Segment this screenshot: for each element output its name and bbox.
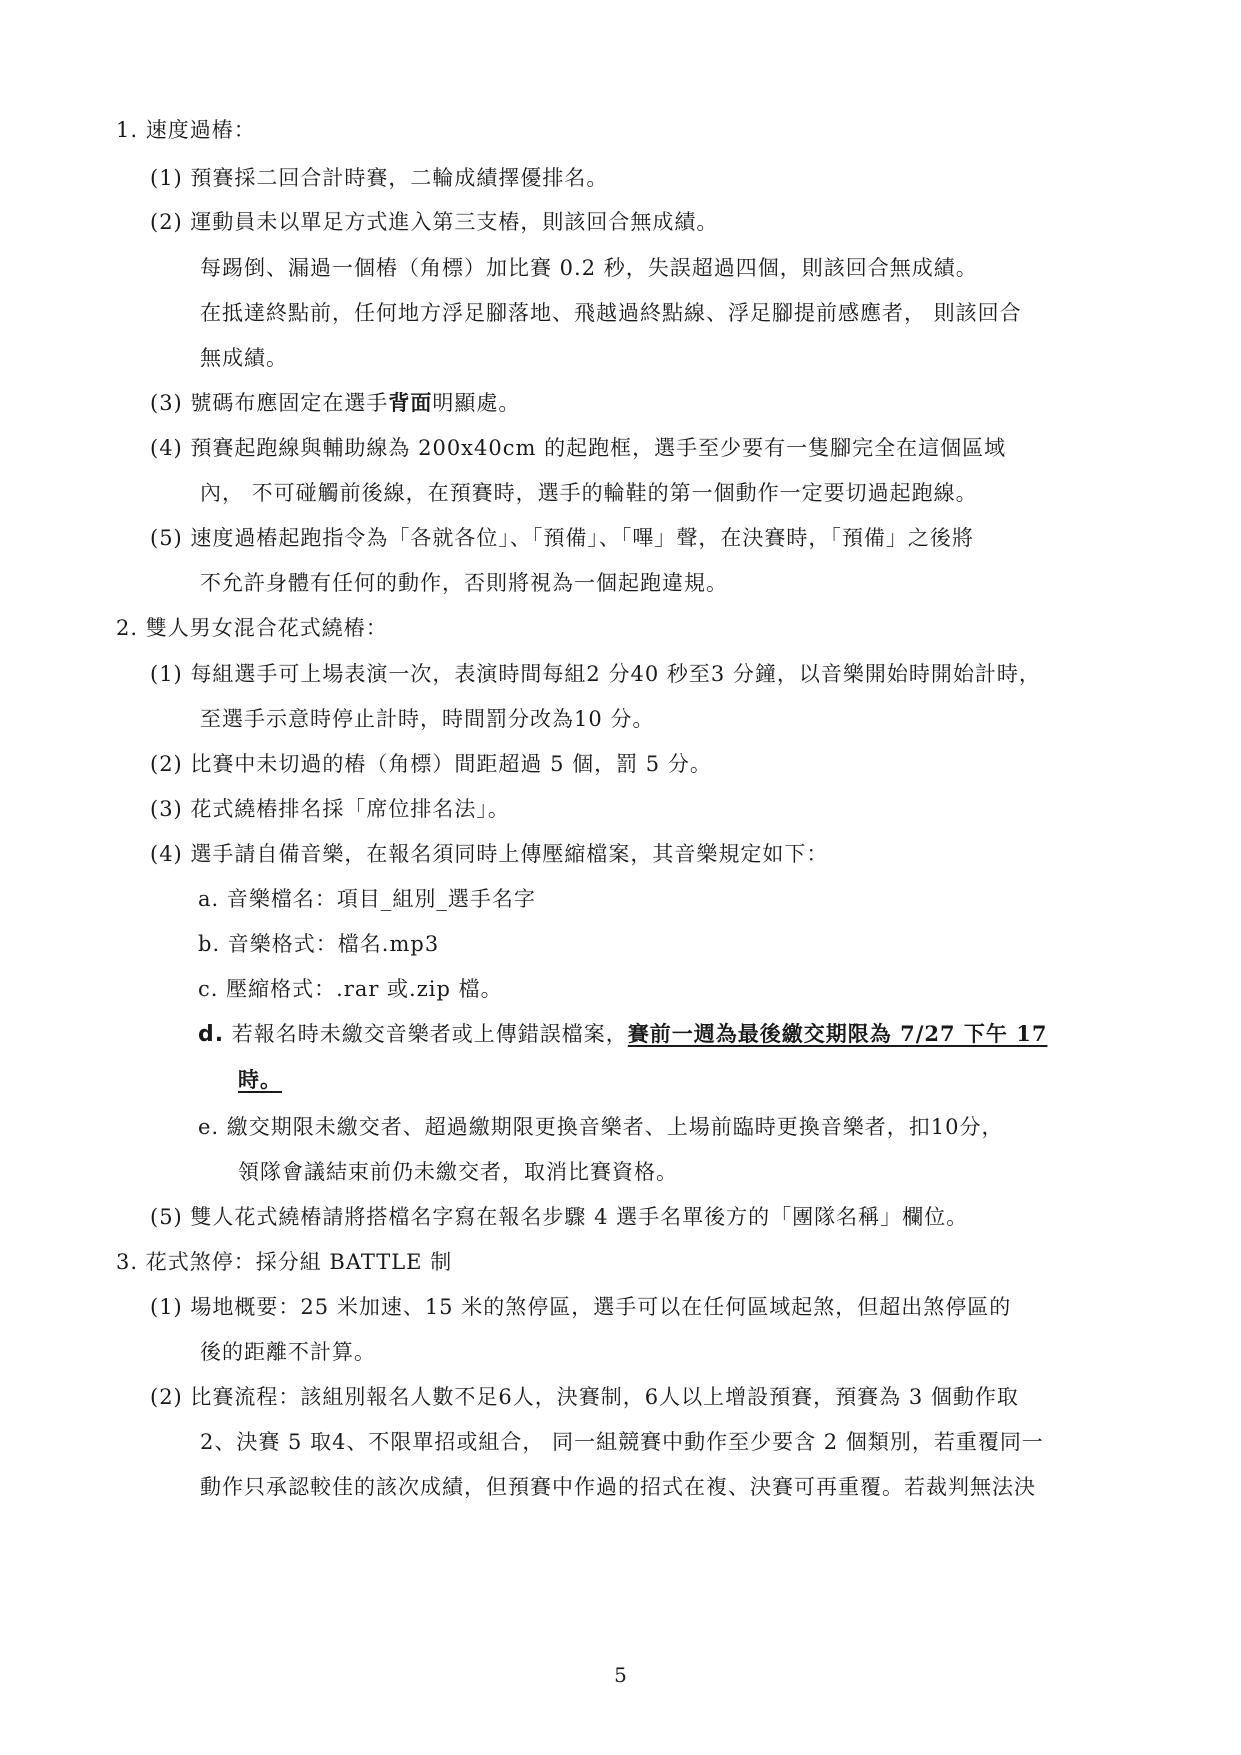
section-2-item-1-line-2: 至選手示意時停止計時，時間罰分改為10 分。 <box>200 707 655 731</box>
section-1-item-5-line-2: 不允許身體有任何的動作，否則將視為一個起跑違規。 <box>200 571 728 595</box>
section-2-item-4-e: e. 繳交期限未繳交者、超過繳期限更換音樂者、上場前臨時更換音樂者，扣10分， <box>198 1115 1004 1139</box>
section-3-item-2-line-2: 2、決賽 5 取4、不限單招或組合， 同一組競賽中動作至少要含 2 個類別，若重覆同一 <box>200 1430 1044 1454</box>
section-1-item-2-line-3: 在抵達終點前，任何地方浮足腳落地、飛越過終點線、浮足腳提前感應者， 則該回合 <box>200 301 1022 325</box>
section-1-title: 1. 速度過樁： <box>116 118 256 142</box>
section-1-item-2-line-2: 每踢倒、漏過一個樁（角標）加比賽 0.2 秒，失誤超過四個，則該回合無成績。 <box>200 256 978 280</box>
section-2-item-5: (5) 雙人花式繞樁請將搭檔名字寫在報名步驟 4 選手名單後方的「團隊名稱」欄位。 <box>150 1205 969 1229</box>
section-3-item-2-line-3: 動作只承認較佳的該次成績，但預賽中作過的招式在複、決賽可再重覆。若裁判無法決 <box>200 1475 1036 1499</box>
page-number: 5 <box>614 1663 627 1687</box>
section-1-item-5: (5) 速度過樁起跑指令為「各就各位」、「預備」、「嗶」聲，在決賽時，「預備」之後將 <box>150 526 974 550</box>
section-2-item-4-c: c. 壓縮格式：.rar 或.zip 檔。 <box>198 977 503 1001</box>
item-d-marker: d. <box>198 1022 225 1047</box>
section-2-item-4-b: b. 音樂格式：檔名.mp3 <box>198 932 440 956</box>
item-3-text-b: 明顯處。 <box>432 391 521 415</box>
section-2-item-4-d-line-2 <box>238 1065 282 1095</box>
section-2-item-4: (4) 選手請自備音樂，在報名須同時上傳壓縮檔案，其音樂規定如下： <box>150 842 829 866</box>
section-2-item-2: (2) 比賽中未切過的樁（角標）間距超過 5 個，罰 5 分。 <box>150 752 712 776</box>
item-3-text-a: (3) 號碼布應固定在選手 <box>150 391 389 415</box>
item-3-emphasis: 背面 <box>388 390 433 415</box>
item-d-deadline-end: 時。 <box>238 1067 282 1092</box>
section-1-item-1: (1) 預賽採二回合計時賽，二輪成績擇優排名。 <box>150 166 609 190</box>
section-3-item-2: (2) 比賽流程：該組別報名人數不足6人，決賽制，6人以上增設預賽，預賽為 3 個動作取 <box>150 1385 1019 1409</box>
section-2-item-1: (1) 每組選手可上場表演一次，表演時間每組2 分40 秒至3 分鐘，以音樂開始時開始計時， <box>150 662 1041 686</box>
section-1-item-2-line-4: 無成績。 <box>200 346 288 370</box>
section-3-item-1-line-2: 後的距離不計算。 <box>200 1340 376 1364</box>
section-2-item-4-a: a. 音樂檔名：項目_組別_選手名字 <box>198 887 536 911</box>
section-3-title: 3. 花式煞停：採分組 BATTLE 制 <box>116 1250 453 1274</box>
section-1-item-4-line-2: 內， 不可碰觸前後線，在預賽時，選手的輪鞋的第一個動作一定要切過起跑線。 <box>200 481 978 505</box>
item-d-deadline: 賽前一週為最後繳交期限為 7/27 下午 17 <box>627 1021 1048 1046</box>
section-2-title: 2. 雙人男女混合花式繞樁： <box>116 616 388 640</box>
section-1-item-4: (4) 預賽起跑線與輔助線為 200x40cm 的起跑框，選手至少要有一隻腳完全在這個區域 <box>150 436 1007 460</box>
section-3-item-1: (1) 場地概要：25 米加速、15 米的煞停區，選手可以在任何區域起煞，但超出煞停區的 <box>150 1295 1012 1319</box>
section-1-item-3 <box>150 388 520 418</box>
item-d-text: 若報名時未繳交音樂者或上傳錯誤檔案， <box>231 1022 628 1046</box>
section-1-item-2: (2) 運動員未以單足方式進入第三支樁，則該回合無成績。 <box>150 210 719 234</box>
section-2-item-4-e-line-2: 領隊會議結束前仍未繳交者，取消比賽資格。 <box>238 1160 678 1184</box>
section-2-item-3: (3) 花式繞樁排名採「席位排名法」。 <box>150 797 510 821</box>
section-2-item-4-d <box>198 1019 1047 1050</box>
